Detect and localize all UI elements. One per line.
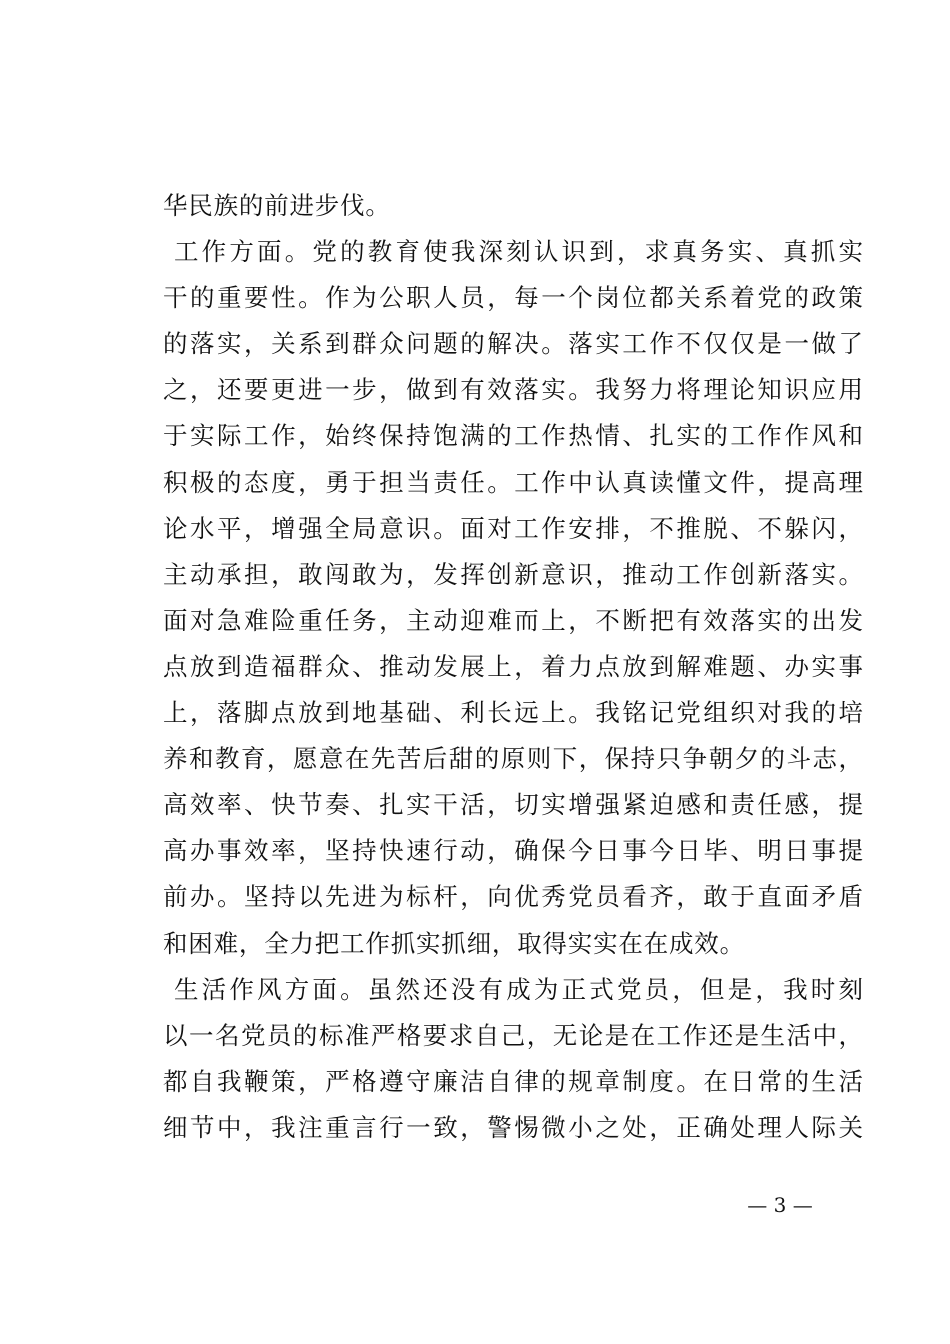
text-line: 面对急难险重任务，主动迎难而上，不断把有效落实的出发 (163, 605, 863, 635)
text-line: 主动承担，敢闯敢为，发挥创新意识，推动工作创新落实。 (163, 559, 863, 589)
text-line: 养和教育，愿意在先苦后甜的原则下，保持只争朝夕的斗志， (163, 744, 863, 774)
text-line: 前办。坚持以先进为标杆，向优秀党员看齐，敢于直面矛盾 (163, 882, 863, 912)
body-text (163, 183, 863, 1151)
text-line: 工作方面。党的教育使我深刻认识到，求真务实、真抓实 (163, 237, 863, 267)
text-line: 华民族的前进步伐。 (163, 191, 391, 220)
text-line: 之，还要更进一步，做到有效落实。我努力将理论知识应用 (163, 375, 863, 405)
text-line: 以一名党员的标准严格要求自己，无论是在工作还是生活中， (163, 1020, 863, 1050)
text-line: 的落实，关系到群众问题的解决。落实工作不仅仅是一做了 (163, 329, 863, 359)
text-line: 论水平，增强全局意识。面对工作安排，不推脱、不躲闪， (163, 513, 863, 543)
text-line: 于实际工作，始终保持饱满的工作热情、扎实的工作作风和 (163, 421, 863, 451)
page-number: — 3 — (747, 1193, 813, 1217)
text-line: 高效率、快节奏、扎实干活，切实增强紧迫感和责任感，提 (163, 790, 863, 820)
text-line: 高办事效率，坚持快速行动，确保今日事今日毕、明日事提 (163, 836, 863, 866)
text-line: 上，落脚点放到地基础、利长远上。我铭记党组织对我的培 (163, 698, 863, 728)
text-line: 积极的态度，勇于担当责任。工作中认真读懂文件，提高理 (163, 467, 863, 497)
text-line: 点放到造福群众、推动发展上，着力点放到解难题、办实事 (163, 651, 863, 681)
text-line: 生活作风方面。虽然还没有成为正式党员，但是，我时刻 (163, 974, 863, 1004)
text-line: 和困难，全力把工作抓实抓细，取得实实在在成效。 (163, 928, 745, 958)
text-line: 细节中，我注重言行一致，警惕微小之处，正确处理人际关 (163, 1112, 863, 1142)
text-line: 干的重要性。作为公职人员，每一个岗位都关系着党的政策 (163, 283, 863, 313)
text-line: 都自我鞭策，严格遵守廉洁自律的规章制度。在日常的生活 (163, 1066, 863, 1096)
